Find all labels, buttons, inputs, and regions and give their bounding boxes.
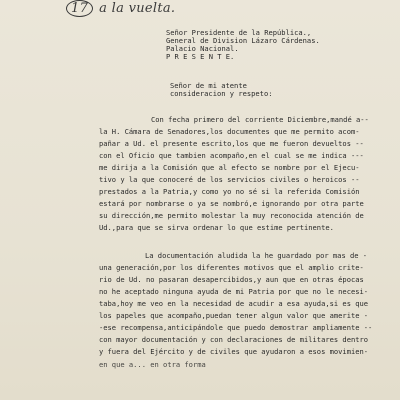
paragraph-line: con mayor documentación y con declaraciones de militares dentro [99,335,369,344]
paragraph-line: no he aceptado ninguna ayuda de mi Patria por que no le necesi- [99,287,369,296]
paragraph-line: los papeles que acompaño,puedan tener algun valor que amerite - [99,311,369,320]
paragraph-line: pañar a Ud. el presente escrito,los que me fueron devueltos -- [99,139,364,148]
address-line: P R E S E N T E. [166,52,235,61]
paragraph-line: Ud.,para que se sirva ordenar lo que estime pertinente. [99,223,334,232]
paragraph-line: taba,hoy me veo en la necesidad de acudir a esa ayuda,si es que [99,299,369,308]
address-line: General de Division Lázaro Cárdenas. [166,36,320,45]
paragraph-line: La documentación aludida la he guardado por mas de - [145,251,368,260]
address-line: Palacio Nacional. [166,44,239,53]
paragraph-line: y fuera del Ejército y de civiles que ayudaron a esos movimien- [99,347,369,356]
paragraph-line: me dirija a la Comisión que al efecto se nombre por el Ejecu- [99,163,360,172]
paragraph-line: -ese recompensa,anticipándole que puedo demostrar ampliamente -- [99,323,373,332]
paragraph-line: la H. Cámara de Senadores,los documentes que me permito acom- [99,127,360,136]
salutation-line: consideracion y respeto: [170,89,273,98]
paragraph-line: en que a... en otra forma [99,360,206,369]
paragraph-line: prestados a la Patria,y como yo no sé si la referida Comisión [99,187,360,196]
paragraph-line: rio de Ud. no pasaran desapercibidos,y aun que en otras épocas [99,275,364,284]
handwritten-number: 17 [66,0,93,17]
paragraph-line: su dirección,me permito molestar la muy reconocida atención de [99,211,364,220]
handwritten-note: a la vuelta. [99,1,176,16]
paragraph-line: una generación,por los diferentes motivos que el amplio crite- [99,263,364,272]
address-line: Señor Presidente de la República., [166,28,312,37]
paragraph-line: tivo y la que conoceré de los servicios civiles o heroicos -- [99,175,360,184]
paragraph-line: con el Oficio que tambien acompaño,en el cual se me indica --- [99,151,364,160]
salutation-line: Señor de mi atente [170,81,247,90]
paragraph-line: Con fecha primero del corriente Diciembre,mandé a-- [151,115,369,124]
paragraph-line: estará por nombrarse o ya se nombró,e ignorando por otra parte [99,199,364,208]
handwritten-annotation [66,0,175,17]
